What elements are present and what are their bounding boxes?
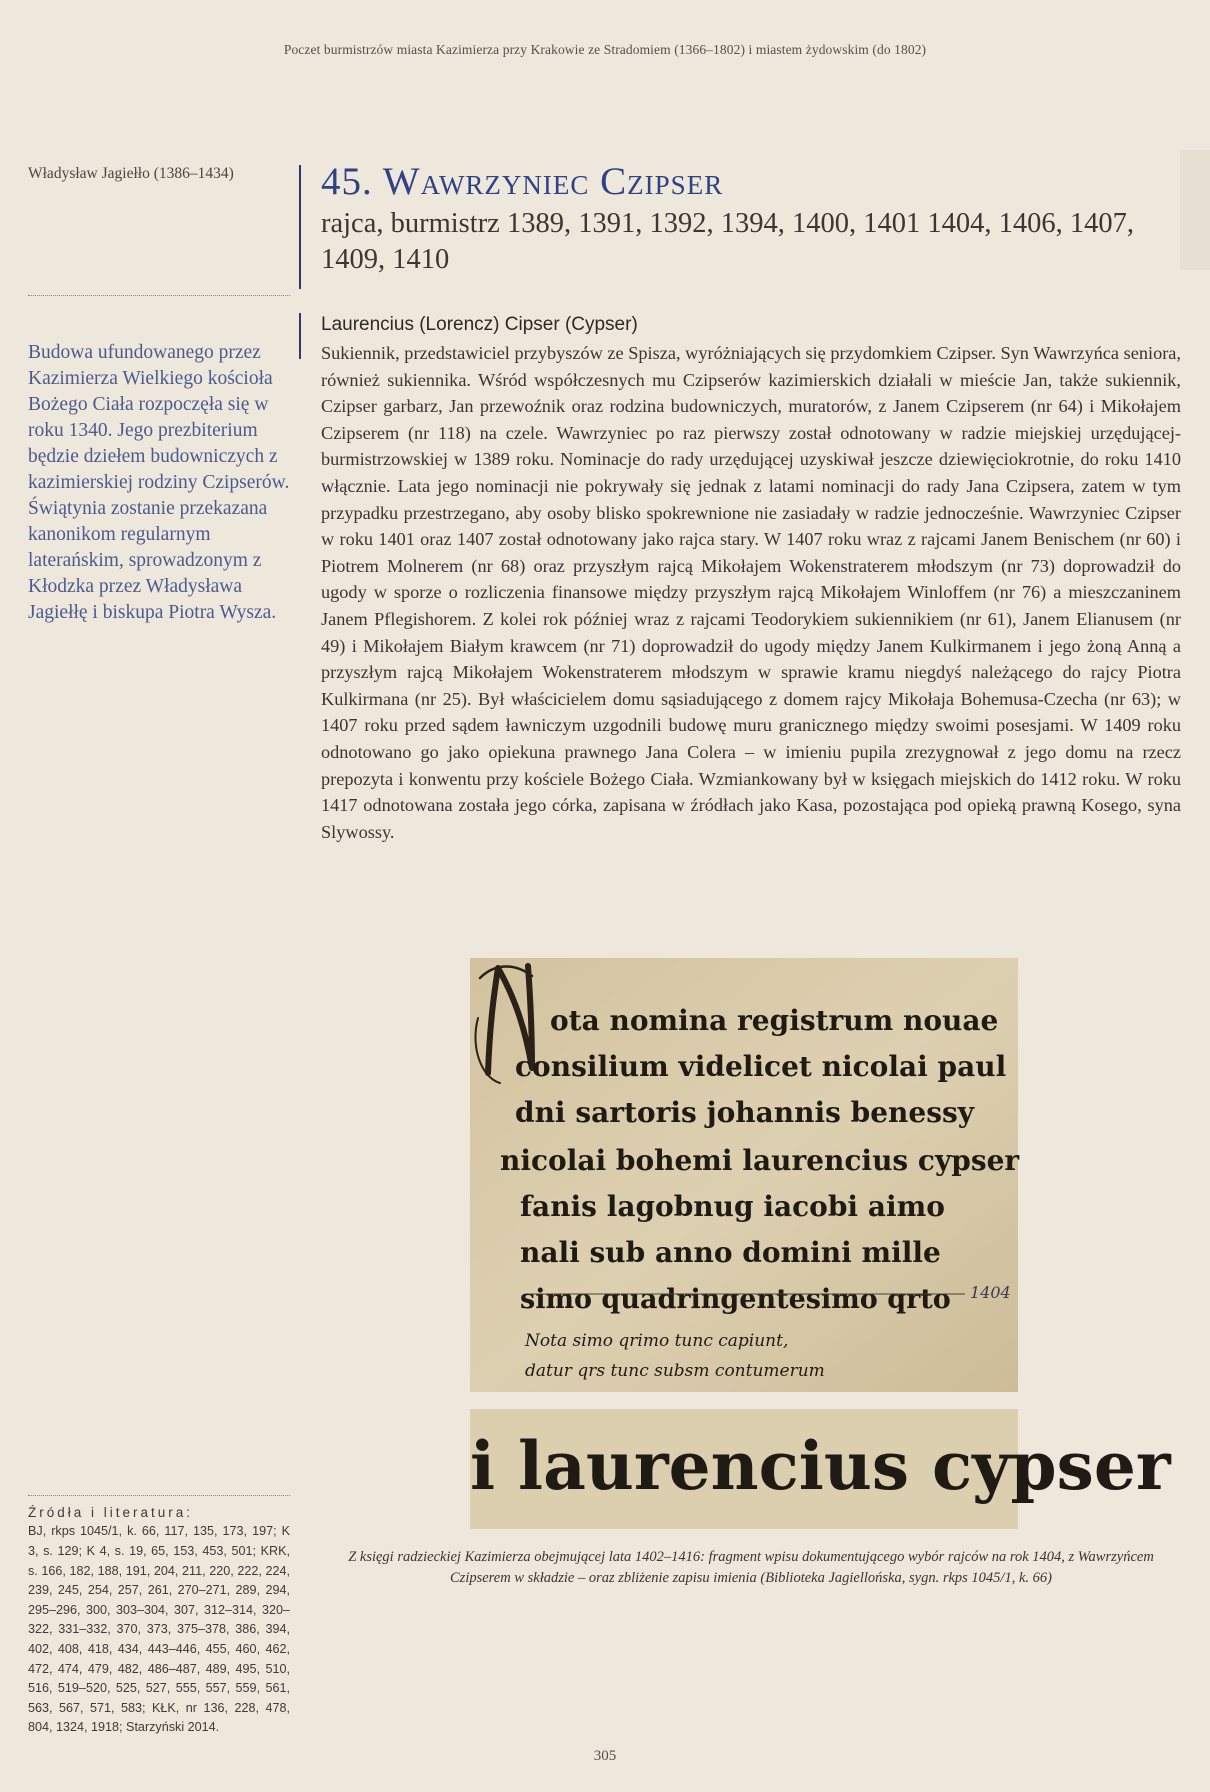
entry-title-block (321, 160, 1171, 278)
entry-title: 45. Wawrzyniec Czipser (321, 160, 724, 203)
manuscript-drawing (470, 958, 1018, 1392)
entry-subtitle: rajca, burmistrz 1389, 1391, 1392, 1394, 1400, 1401 1404, 1406, 1407, 1409, 1410 (321, 208, 1134, 275)
sidebar-reign-label: Władysław Jagiełło (1386–1434) (28, 165, 234, 182)
manuscript-image (470, 958, 1018, 1392)
page-number: 305 (593, 1748, 617, 1764)
sidebar-note: Budowa ufundowanego przez Kazimierza Wielkiego kościoła Bożego Ciała rozpoczęła się w roku 1340. Jego prezbiterium będzie dziełem budowniczych z kazimierskiej rodziny Czipserów. Świątynia zostanie przekazana kanonikom regularnym laterańskim, sprowadzonym z Kłodzka przez Władysława Jagiełłę i biskupa Piotra Wysza. (28, 342, 290, 623)
facing-page-edge (1180, 150, 1210, 270)
manuscript-line-1: ota nomina registrum nouae (550, 1004, 999, 1037)
manuscript-line-3: dni sartoris johannis benessy (515, 1096, 975, 1129)
name-rule (299, 313, 301, 359)
figure-caption: Z księgi radzieckiej Kazimierza obejmującej lata 1402–1416: fragment wpisu dokumentującego wybór rajców na rok 1404, z Wawrzyńcem Czipserem w składzie – oraz zbliżenie zapisu imienia (Biblioteka Jagiellońska, sygn. rkps 1045/1, k. 66) (348, 1549, 1154, 1586)
manuscript-line-5: fanis lagobnug iacobi aimo (520, 1190, 945, 1223)
name-variants: Laurencius (Lorencz) Cipser (Cypser) (321, 314, 638, 335)
sources-title: Źródła i literatura: (28, 1504, 194, 1520)
sources-block (28, 1503, 290, 1738)
manuscript-line-2: consilium videlicet nicolai paul (515, 1050, 1007, 1083)
sources-divider (28, 1495, 290, 1496)
title-rule (299, 165, 301, 289)
sidebar-divider (28, 295, 290, 296)
manuscript-line-4: nicolai bohemi laurencius cypser (500, 1144, 1020, 1177)
sources-list: BJ, rkps 1045/1, k. 66, 117, 135, 173, 197; K 3, s. 129; K 4, s. 19, 65, 153, 453, 501; KRK, s. 166, 182, 188, 191, 204, 211, 220, 222, 224, 239, 245, 254, 257, 261, 270–271, 289, 294, 295–296, 300, 303–304, 307, 312–314, 320–322, 331–332, 370, 373, 375–378, 386, 394, 402, 408, 418, 434, 443–446, 455, 460, 462, 472, 474, 479, 482, 486–487, 489, 495, 510, 516, 519–520, 525, 527, 555, 557, 559, 561, 563, 567, 571, 583; KŁK, nr 136, 228, 478, 804, 1324, 1918; Starzyński 2014. (28, 1524, 290, 1735)
manuscript-line-9: datur qrs tunc subsm contumerum (525, 1361, 825, 1381)
running-header: Poczet burmistrzów miasta Kazimierza przy Krakowie ze Stradomiem (1366–1802) i miastem żydowskim (do 1802) (283, 42, 927, 57)
manuscript-line-7: simo quadringentesimo qrto (520, 1284, 951, 1315)
manuscript-margin-note: 1404 (970, 1283, 1011, 1302)
manuscript-line-8: Nota simo qrimo tunc capiunt, (525, 1331, 789, 1351)
manuscript-zoom-text: i laurencius cypser (470, 1427, 1171, 1505)
manuscript-zoom-drawing (470, 1409, 1171, 1529)
manuscript-line-6: nali sub anno domini mille (520, 1236, 941, 1269)
manuscript-zoom-image (470, 1409, 1171, 1529)
entry-body: Sukiennik, przedstawiciel przybyszów ze Spisza, wyróżniających się przydomkiem Czipser. Syn Wawrzyńca seniora, również sukiennika. Wśród współczesnych mu Czipserów kazimierskich działali w mieście Jan, także sukiennik, Czipser garbarz, Jan przewoźnik oraz rodzina budowniczych, muratorów, z Janem Czipserem (nr 64) i Mikołajem Czipserem (nr 118) na czele. Wawrzyniec po raz pierwszy został odnotowany w radzie miejskiej urzędującej-burmistrzowskiej w 1389 roku. Nominacje do rady urzędującej uzyskiwał jeszcze dziewięciokrotnie, do roku 1410 włącznie. Lata jego nominacji nie pokrywały się jednak z latami nominacji do rady Jana Czipsera, zatem w tym przypadku przestrzegano, aby osoby blisko spokrewnione nie zasiadały w radzie jednocześnie. Wawrzyniec Czipser w roku 1401 oraz 1407 został odnotowany jako rajca stary. W 1407 roku wraz z rajcami Janem Benischem (nr 60) i Piotrem Molnerem (nr 68) oraz przyszłym rajcą Mikołajem Wokenstraterem młodszym (nr 73) doprowadził do ugody w sporze o rozliczenia finansowe między przyszłym rajcą Mikołajem Winloffem (nr 76) a mieszczaninem Janem Pflegishorem. Z kolei rok później wraz z rajcami Teodorykiem sukiennikiem (nr 61), Janem Elianusem (nr 49) i Mikołajem Białym krawcem (nr 71) doprowadził do ugody między Janem Kulkirmanem i jego żoną Anną a przyszłym rajcą Mikołajem Wokenstraterem młodszym w sprawie kramu niegdyś należącego do rajcy Piotra Kulkirmana (nr 25). Był właścicielem domu sąsiadującego z domem rajcy Mikołaja Bohemusa-Czecha (nr 63); w 1407 roku przed sądem ławniczym uzgodnili budowę muru granicznego między swoimi posesjami. W 1409 roku odnotowano go jako opiekuna prawnego Jana Colera – w imieniu pupila zrezygnował z jego domu na rzecz prepozyta i konwentu przy kościele Bożego Ciała. Wzmiankowany był w księgach miejskich do 1412 roku. W roku 1417 odnotowana została jego córka, zapisana w źródłach jako Kasa, pozostająca pod opieką prawną Kosego, syna Slywossy. (321, 343, 1181, 842)
